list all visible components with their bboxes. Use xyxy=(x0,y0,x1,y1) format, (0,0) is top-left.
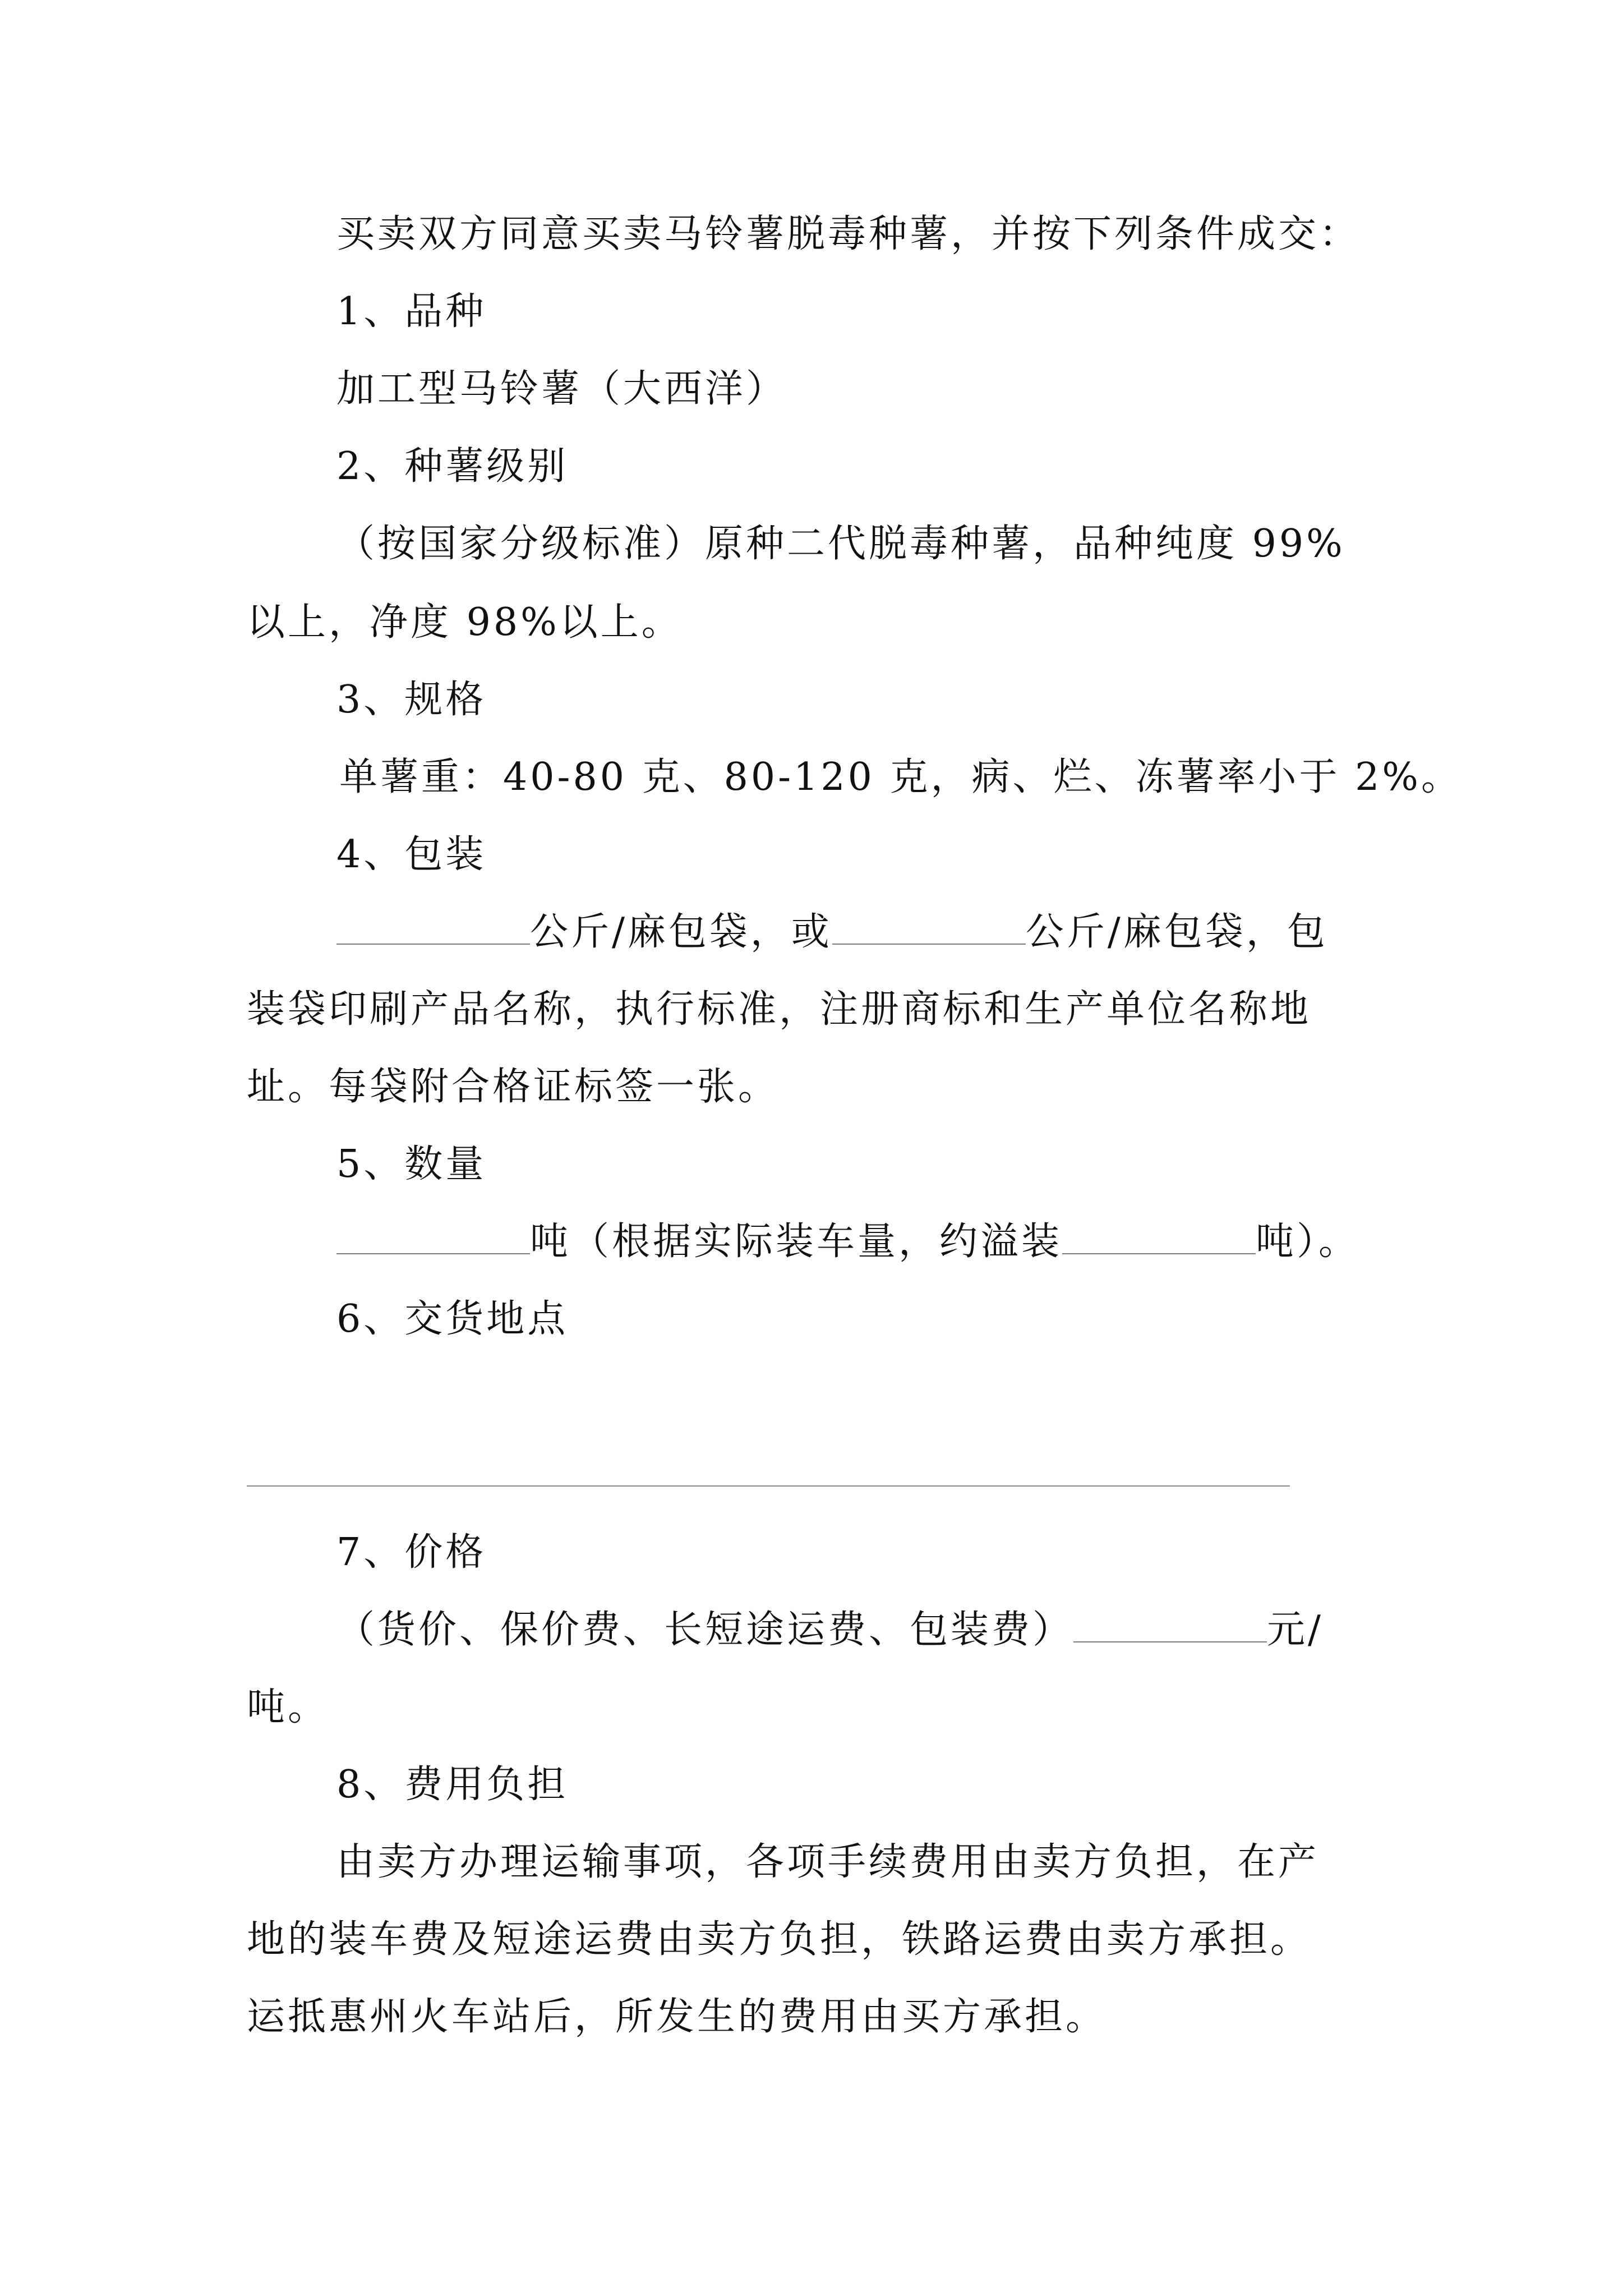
package-weight-blank-1[interactable] xyxy=(336,907,530,945)
section-7-line1 xyxy=(336,1604,1324,1656)
package-weight-blank-2[interactable] xyxy=(832,907,1026,945)
section-2-body-line2: 以上，净度 98%以上。 xyxy=(247,600,683,645)
section-8-heading: 8、费用负担 xyxy=(336,1763,569,1807)
section-8-line3: 运抵惠州火车站后，所发生的费用由买方承担。 xyxy=(247,1995,1107,2039)
section-7-line2: 吨。 xyxy=(247,1685,329,1729)
section-4-heading: 4、包装 xyxy=(336,832,487,877)
section-3-heading: 3、规格 xyxy=(336,678,487,722)
section-4-line1 xyxy=(336,907,1328,958)
section-6-heading: 6、交货地点 xyxy=(336,1297,569,1341)
section-5-heading: 5、数量 xyxy=(336,1142,487,1186)
quantity-blank[interactable] xyxy=(336,1216,530,1254)
section-5-line1 xyxy=(336,1216,1359,1268)
section-8-line2: 地的装车费及短途运费由卖方负担，铁路运费由卖方承担。 xyxy=(247,1917,1312,1962)
section-4-line2: 装袋印刷产品名称，执行标准，注册商标和生产单位名称地 xyxy=(247,987,1312,1032)
section-5-text-b: 吨）。 xyxy=(1256,1220,1360,1264)
section-5-text-a: 吨（根据实际装车量，约溢装 xyxy=(530,1220,1063,1264)
section-7-text-b: 元/ xyxy=(1267,1608,1324,1652)
section-7-heading: 7、价格 xyxy=(336,1530,487,1575)
section-2-heading: 2、种薯级别 xyxy=(336,444,569,489)
intro-text: 买卖双方同意买卖马铃薯脱毒种薯，并按下列条件成交： xyxy=(336,212,1361,256)
section-2-body-line1: （按国家分级标准）原种二代脱毒种薯，品种纯度 99% xyxy=(336,522,1345,566)
delivery-location-blank[interactable] xyxy=(247,1485,1290,1487)
section-4-line3: 址。每袋附合格证标签一张。 xyxy=(247,1065,780,1109)
overload-quantity-blank[interactable] xyxy=(1062,1216,1256,1254)
section-1-body: 加工型马铃薯（大西洋） xyxy=(336,367,787,411)
section-8-line1: 由卖方办理运输事项，各项手续费用由卖方负担，在产 xyxy=(336,1840,1320,1884)
section-4-text-b: 公斤/麻包袋，包 xyxy=(1025,910,1328,954)
section-3-body: 单薯重：40-80 克、80-120 克，病、烂、冻薯率小于 2%。 xyxy=(339,755,1463,799)
section-4-text-a: 公斤/麻包袋，或 xyxy=(530,910,832,954)
section-7-text-a: （货价、保价费、长短途运费、包装费） xyxy=(336,1608,1074,1652)
section-1-heading: 1、品种 xyxy=(336,289,487,334)
price-blank[interactable] xyxy=(1073,1604,1267,1642)
